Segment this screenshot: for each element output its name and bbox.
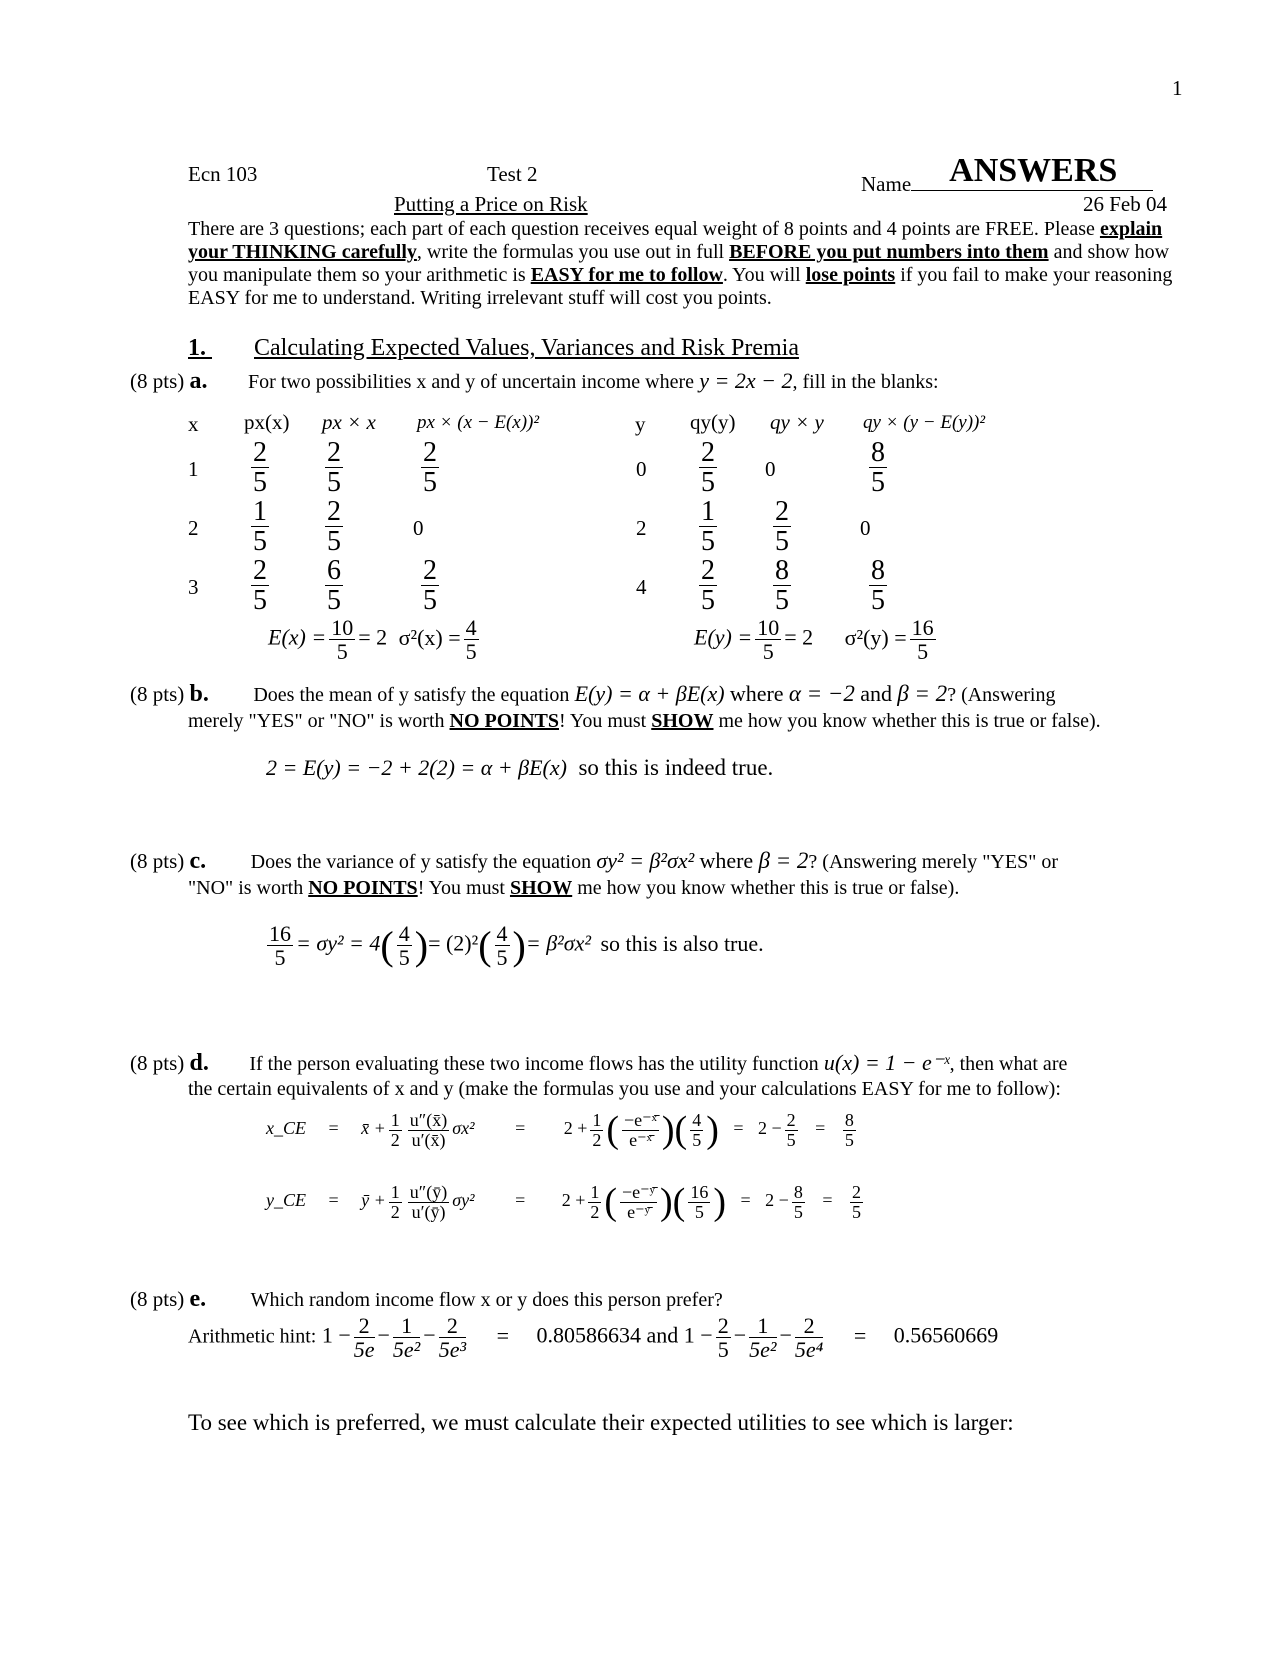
part-d-line2: the certain equivalents of x and y (make the formulas you use and your calculations EASY for me to follow): [188, 1078, 1061, 1100]
x-prob-1: $\frac{2}{5}$ [253, 437, 267, 499]
x-times-1: $\frac{2}{5}$ [327, 437, 341, 499]
col-header-px-times-x: px × x [322, 410, 376, 434]
part-b-prompt: (8 pts) b. Does the mean of y satisfy the equation E(y) = α + βE(x) where α = −2 and β = 2? (Answering [130, 681, 1056, 707]
x-times-3: $\frac{6}{5}$ [327, 555, 341, 617]
part-c-prompt: (8 pts) c. Does the variance of y satisfy the equation σy² = β²σx² where β = 2? (Answering merely "YES" or [130, 848, 1059, 874]
part-b-answer: 2 = E(y) = −2 + 2(2) = α + βE(x) so this is indeed true. [266, 755, 774, 780]
test-label: Test 2 [487, 162, 538, 186]
x-times-2: $\frac{2}{5}$ [327, 496, 341, 558]
col-header-qy: qy(y) [690, 410, 736, 434]
y-times-2: $\frac{2}{5}$ [775, 496, 789, 558]
y-value-1: 0 [636, 457, 647, 481]
col-header-px-var: px × (x − E(x))² [417, 412, 540, 433]
y-times-3: $\frac{8}{5}$ [775, 555, 789, 617]
part-a-prompt: (8 pts) a. For two possibilities x and y of uncertain income where y = 2x − 2, fill in the blanks: [130, 368, 939, 394]
arithmetic-hint: Arithmetic hint: 1 − $\frac{2}{5e}$ − $\frac{1}{\text{5e²}}$ − $\frac{2}{\text{5e³}}$ = 0.80586634 and 1 − $\frac{2}{5}$ − $\frac{1}{\text{5e²}}$ − $\frac{2}{\text{5e⁴}}$ = 0.56560669 [188, 1313, 999, 1363]
col-header-qy-times-y: qy × y [770, 410, 824, 434]
course-label: Ecn 103 [188, 162, 258, 186]
date: 26 Feb 04 [1083, 192, 1167, 216]
x-prob-2: $\frac{1}{5}$ [253, 496, 267, 558]
expected-x: E(x) = $\frac{10}{5}$ = 2 σ²(x) = $\frac{4}{5}$ [268, 615, 477, 665]
part-e-prompt: (8 pts) e. Which random income flow x or y does this person prefer? [130, 1286, 723, 1312]
instructions: There are 3 questions; each part of each question receives equal weight of 8 points and 4 points are FREE. Please explain your THINKING carefully, write the formulas you use out in full BEFORE you put numbers into them and show how you manipulate them so your arithmetic is EASY for me to follow. You will lose points if you fail to make your reasoning EASY for me to understand. Writing irrelevant stuff will cost you points. [188, 218, 1173, 309]
name-label: Name [861, 172, 912, 196]
part-c-line2: "NO" is worth NO POINTS! You must SHOW me how you know whether this is true or false). [188, 877, 960, 899]
x-var-2: 0 [413, 516, 424, 540]
y-value-3: 4 [636, 575, 647, 599]
part-c-answer: $\frac{16}{5}$ = σy² = 4( $\frac{4}{5}$ )= (2)²( $\frac{4}{5}$ )= β²σx² so this is also true. [269, 921, 764, 971]
subtitle: Putting a Price on Risk [394, 192, 588, 216]
x-var-3: $\frac{2}{5}$ [423, 555, 437, 617]
col-header-y: y [635, 412, 646, 436]
part-d-prompt: (8 pts) d. If the person evaluating these two income flows has the utility function u(x) = 1 − e⁻ˣ, then what are [130, 1050, 1068, 1076]
y-ce-formula: y_CE = ȳ + $\frac{1}{2}$ $\frac{u''(ȳ)}{u'(ȳ)}$ σy² = 2 + $\frac{1}{2}$ ( $\frac{\text{−e⁻ʸ̄}}{\text{e⁻ʸ̄}}$ )( $\frac{16}{5}$ ) = 2 − $\frac{8}{5}$ = $\frac{2}{5}$ [266, 1181, 861, 1223]
y-var-2: 0 [860, 516, 871, 540]
expected-y: E(y) = $\frac{10}{5}$ = 2 σ²(y) = $\frac{16}{5}$ [694, 615, 934, 665]
part-e-conclusion: To see which is preferred, we must calculate their expected utilities to see which is larger: [188, 1410, 1014, 1435]
page-number: 1 [1172, 76, 1183, 100]
x-prob-3: $\frac{2}{5}$ [253, 555, 267, 617]
part-b-line2: merely "YES" or "NO" is worth NO POINTS! You must SHOW me how you know whether this is true or false). [188, 710, 1101, 732]
col-header-x: x [188, 412, 199, 436]
y-prob-2: $\frac{1}{5}$ [701, 496, 715, 558]
y-prob-1: $\frac{2}{5}$ [701, 437, 715, 499]
name-value: ANSWERS [911, 152, 1153, 191]
x-value-3: 3 [188, 575, 199, 599]
y-value-2: 2 [636, 516, 647, 540]
question-1-title: 1. Calculating Expected Values, Variances and Risk Premia [188, 335, 799, 361]
x-value-1: 1 [188, 457, 199, 481]
x-var-1: $\frac{2}{5}$ [423, 437, 437, 499]
x-ce-formula: x_CE = x̄ + $\frac{1}{2}$ $\frac{u''(x̄)}{u'(x̄)}$ σx² = 2 + $\frac{1}{2}$ ( $\frac{\text{−e⁻ˣ̄}}{\text{e⁻ˣ̄}}$ )( $\frac{4}{5}$ ) = 2 − $\frac{2}{5}$ = $\frac{8}{5}$ [266, 1109, 854, 1151]
y-var-3: $\frac{8}{5}$ [871, 555, 885, 617]
col-header-px: px(x) [244, 410, 290, 434]
col-header-qy-var: qy × (y − E(y))² [863, 412, 986, 433]
y-var-1: $\frac{8}{5}$ [871, 437, 885, 499]
y-prob-3: $\frac{2}{5}$ [701, 555, 715, 617]
x-value-2: 2 [188, 516, 199, 540]
y-times-1: 0 [765, 457, 776, 481]
